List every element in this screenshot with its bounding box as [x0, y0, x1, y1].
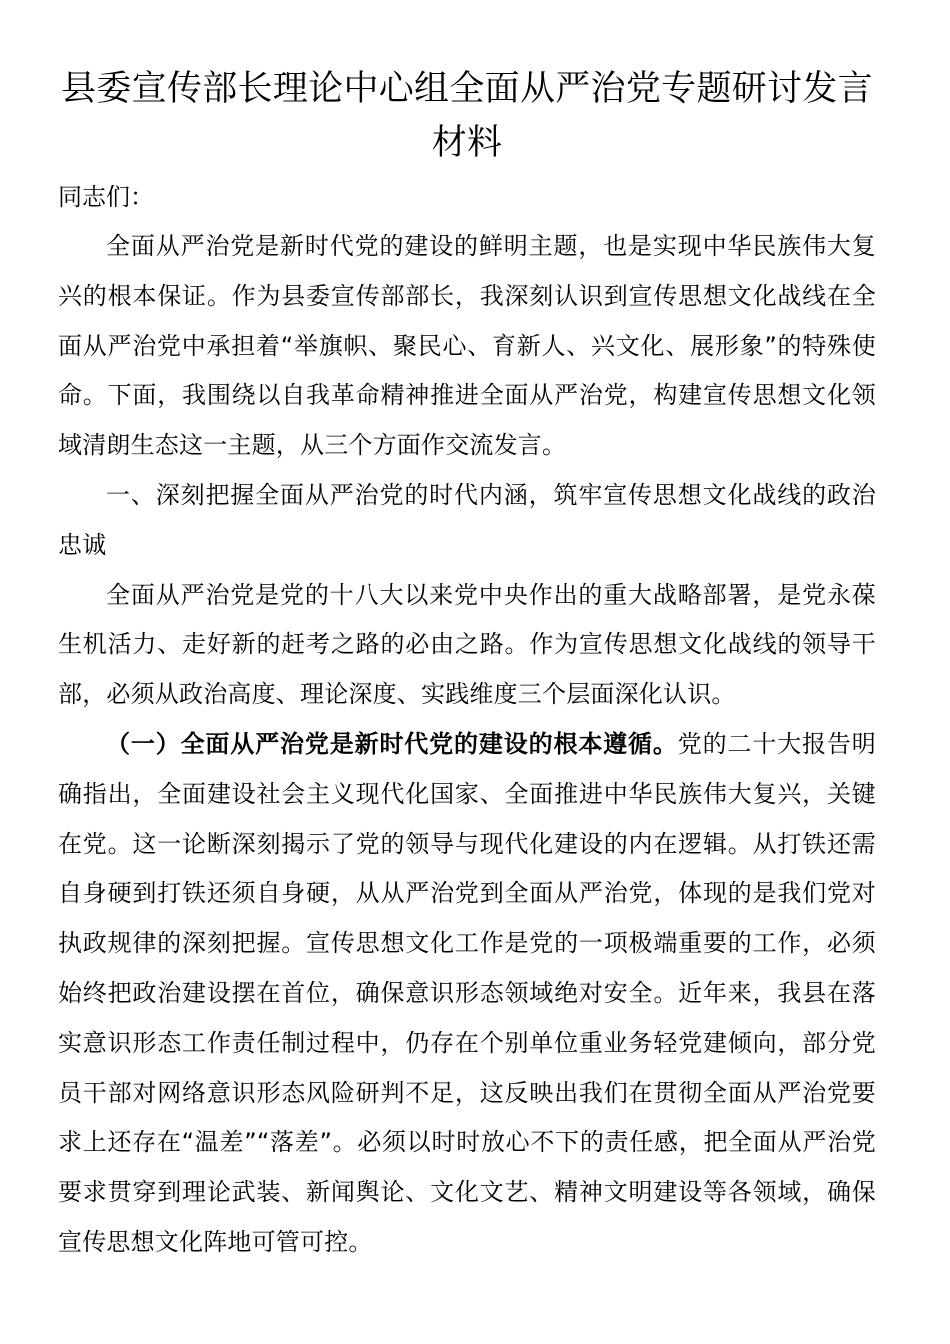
document-page	[58, 62, 876, 1268]
paragraph-text: 全面从严治党是新时代党的建设的鲜明主题，也是实现中华民族伟大复兴的根本保证。作为县委宣传部部长，我深刻认识到宣传思想文化战线在全面从严治党中承担着“举旗帜、聚民心、育新人、兴文化、展形象”的特殊使命。下面，我围绕以自我革命精神推进全面从严治党，构建宣传思想文化领域清朗生态这一主题，从三个方面作交流发言。	[58, 232, 876, 460]
subheading-bold: （一）全面从严治党是新时代党的建设的根本遵循。	[106, 729, 678, 758]
paragraph-text: 党的二十大报告明确指出，全面建设社会主义现代化国家、全面推进中华民族伟大复兴，关键在党。这一论断深刻揭示了党的领导与现代化建设的内在逻辑。从打铁还需自身硬到打铁还须自身硬，从从严治党到全面从严治党，体现的是我们党对执政规律的深刻把握。宣传思想文化工作是党的一项极端重要的工作，必须始终把政治建设摆在首位，确保意识形态领域绝对安全。近年来，我县在落实意识形态工作责任制过程中，仍存在个别单位重业务轻党建倾向，部分党员干部对网络意识形态风险研判不足，这反映出我们在贯彻全面从严治党要求上还存在“温差”“落差”。必须以时时放心不下的责任感，把全面从严治党要求贯穿到理论武装、新闻舆论、文化文艺、精神文明建设等各领域，确保宣传思想文化阵地可管可控。	[58, 729, 876, 1256]
greeting: 同志们：	[58, 183, 154, 211]
paragraph-intro	[58, 222, 876, 471]
section-heading-text: 一、深刻把握全面从严治党的时代内涵，筑牢宣传思想文化战线的政治忠诚	[58, 480, 876, 559]
paragraph-text: 全面从严治党是党的十八大以来党中央作出的重大战略部署，是党永葆生机活力、走好新的赶考之路的必由之路。作为宣传思想文化战线的领导干部，必须从政治高度、理论深度、实践维度三个层面深化认识。	[58, 580, 876, 709]
document-title: 县委宣传部长理论中心组全面从严治党专题研讨发言材料	[61, 69, 873, 163]
section-heading-1	[58, 471, 876, 571]
paragraph-section-intro	[58, 571, 876, 720]
paragraph-point-1	[58, 720, 876, 1268]
